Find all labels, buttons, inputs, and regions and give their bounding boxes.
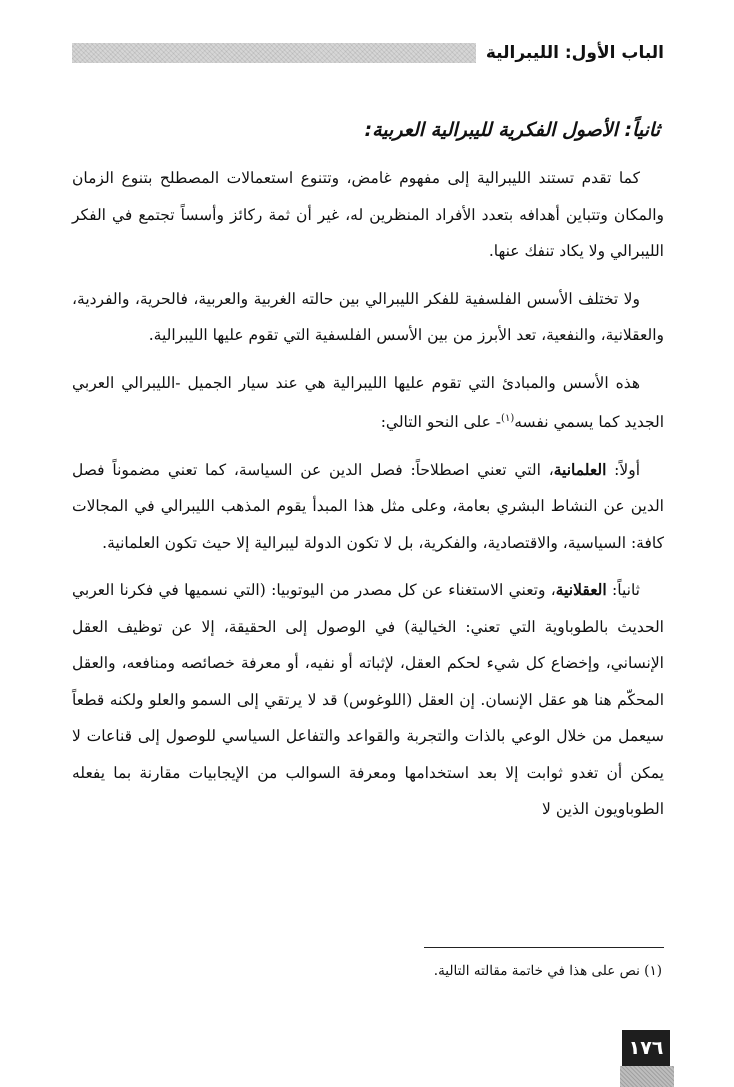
rationalism-lead: ثانياً: [606,581,640,600]
page-number: ١٧٦ [622,1030,670,1066]
chapter-title: الباب الأول: الليبرالية [485,43,664,63]
secularism-lead: أولاً: [606,460,641,479]
paragraph-principles-tail: - على النحو التالي: [380,413,502,432]
paragraph-foundations: ولا تختلف الأسس الفلسفية للفكر الليبرالي بين حالته الغربية والعربية، فالحرية، والفردية، والعقلانية، والنفعية، تعد الأبرز من بين الأسس الفلسفية التي تقوم عليها الليبرالية. [72,289,664,344]
rationalism-term: العقلانية [555,580,607,600]
page-body [72,112,664,839]
page-number-texture [620,1066,674,1087]
secularism-term: العلمانية [553,459,607,479]
paragraph-secularism [72,452,664,562]
paragraph-rationalism [72,572,664,828]
running-header [72,40,664,66]
footnote: (١) نص على هذا في خاتمة مقالته التالية. [433,963,662,979]
rationalism-body: ، وتعني الاستغناء عن كل مصدر من اليوتوبيا: (التي نسميها في فكرنا العربي الحديث بالطوباوية التي تعني: الخيالية) في الوصول إلى الحقيقة، إلا عن توظيف العقل الإنساني، وإخضاع كل شيء لحكم العقل، لإثباته أو نفيه، أو معرفة خصائصه ومنافعه، والعقل المحكّم هنا هو عقل الإنسان. إن العقل (اللوغوس) قد لا يرتقي إلى السمو والعلو ولكنه قطعاً سيعمل من خلال الوعي بالذات والتجربة والقواعد والتفاعل السياسي للوصول إلى قناعات لا يمكن أن تغدو ثوابت إلا بعد استخدامها ومعرفة السوالب من الإيجابيات مقارنة بما يفعله الطوباويون الذين لا [72,581,664,819]
section-title: ثانياً: الأصول الفكرية لليبرالية العربية: [364,119,660,141]
paragraph-principles [72,365,664,441]
secularism-body: ، التي تعني اصطلاحاً: فصل الدين عن السياسة، كما تعني مضموناً فصل الدين عن النشاط البشري بعامة، وعلى مثل هذا المبدأ يقوم المذهب الليبرالي في المجالات كافة: السياسية، والاقتصادية، والفكرية، بل لا تكون الدولة ليبرالية إلا حيث تكون العلمانية. [72,460,664,552]
footnote-reference[interactable]: (١) [501,413,515,424]
paragraph-principles-text: هذه الأسس والمبادئ التي تقوم عليها الليبرالية هي عند سيار الجميل -الليبرالي العربي الجديد كما يسمي نفسه [72,373,664,432]
header-decorative-bar [72,43,476,63]
footnote-divider [424,947,664,948]
paragraph-intro: كما تقدم تستند الليبرالية إلى مفهوم غامض، وتتنوع استعمالات المصطلح بتنوع الزمان والمكان وتتباين أهدافه بتعدد الأفراد المنظرين له، غير أن ثمة ركائز وأسساً تجتمع في الفكر الليبرالي ولا يكاد تنفك عنها. [72,169,664,260]
